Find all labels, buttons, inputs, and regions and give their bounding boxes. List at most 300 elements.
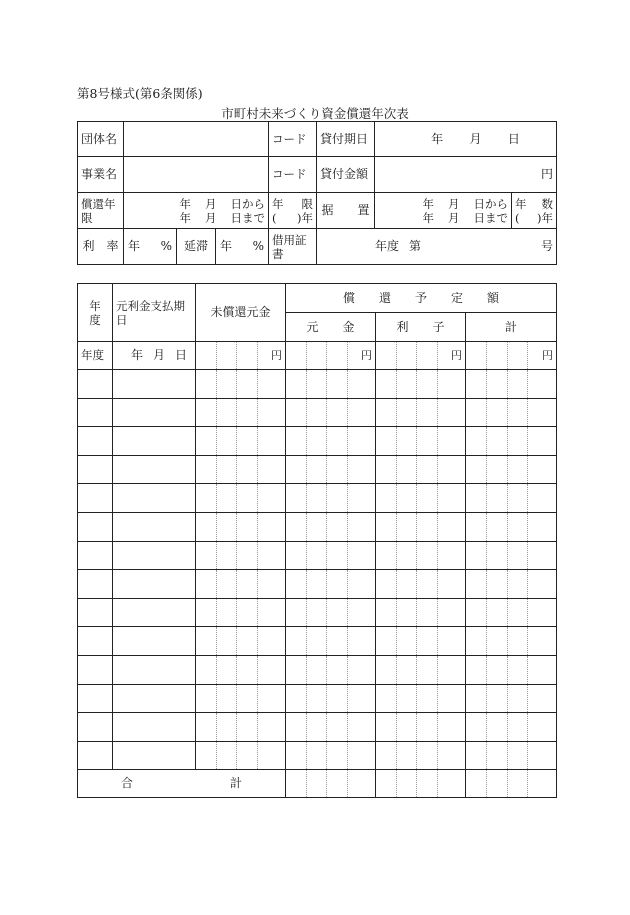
row-kei-field[interactable] <box>466 398 557 427</box>
row-rishi-field[interactable] <box>376 370 466 399</box>
digit-guide-line <box>347 342 348 369</box>
yen-unit-kei: 円 <box>542 349 554 362</box>
kei-amount-field[interactable] <box>466 342 557 370</box>
digit-guide-line <box>507 570 508 598</box>
to-month-unit: 月 <box>205 210 217 225</box>
dantai-field[interactable] <box>124 122 269 157</box>
digit-guide-line <box>326 713 327 741</box>
digit-guide-line <box>416 542 417 570</box>
row-kei-field[interactable] <box>466 627 557 656</box>
row-gankin-field[interactable] <box>286 455 376 484</box>
digit-guide-line <box>486 399 487 427</box>
row-gankin-field[interactable] <box>286 655 376 684</box>
digit-guide-line <box>396 570 397 598</box>
label-jigyo: 事業名 <box>78 157 124 193</box>
digit-guide-line <box>347 542 348 570</box>
digit-guide-line <box>486 770 487 797</box>
row-kei-field[interactable] <box>466 512 557 541</box>
nensu-paren-open: ( <box>515 210 520 225</box>
digit-guide-line <box>257 627 258 655</box>
digit-guide-line <box>527 685 528 713</box>
from-year-unit: 年 <box>179 196 191 211</box>
digit-guide-line <box>326 770 327 797</box>
label-shokan-nengen <box>78 193 124 229</box>
row-date-field[interactable] <box>113 484 196 513</box>
sueoki-from-day-unit: 日から <box>473 196 508 211</box>
row-date-field[interactable] <box>113 713 196 742</box>
row-gankin-field[interactable] <box>286 684 376 713</box>
row-kei-field[interactable] <box>466 655 557 684</box>
digit-guide-line <box>396 599 397 627</box>
rishi-amount-field[interactable] <box>376 342 466 370</box>
nengen-field[interactable] <box>269 193 317 229</box>
riritsu-year-unit: 年 <box>128 239 141 253</box>
digit-guide-line <box>257 456 258 484</box>
table-row <box>78 655 557 684</box>
digit-guide-line <box>347 627 348 655</box>
label-shokan-line1: 償還年 <box>81 196 116 211</box>
entai-year-unit: 年 <box>220 239 233 253</box>
row-nendo-field[interactable] <box>78 398 113 427</box>
digit-guide-line <box>306 456 307 484</box>
header-rishi: 利 子 <box>376 313 466 342</box>
row-misho-field[interactable] <box>196 684 286 713</box>
label-kashitsuke-gaku: 貸付金額 <box>317 157 375 193</box>
digit-guide-line <box>486 456 487 484</box>
riritsu-field[interactable] <box>124 229 177 264</box>
digit-guide-line <box>437 570 438 598</box>
digit-guide-line <box>396 427 397 455</box>
row-nendo-field[interactable] <box>78 370 113 399</box>
row1-day-unit: 日 <box>174 348 187 362</box>
row-misho-field[interactable] <box>196 512 286 541</box>
digit-guide-line <box>416 770 417 797</box>
digit-guide-line <box>326 342 327 369</box>
row-nendo-field[interactable] <box>78 512 113 541</box>
jigyo-field[interactable] <box>124 157 269 193</box>
shakuyo-number-field[interactable] <box>317 229 557 265</box>
digit-guide-line <box>486 599 487 627</box>
row-misho-field[interactable] <box>196 398 286 427</box>
row-misho-field[interactable] <box>196 370 286 399</box>
label-entai: 延滞 <box>177 229 216 264</box>
row-gankin-field[interactable] <box>286 398 376 427</box>
digit-guide-line <box>236 742 237 770</box>
row-date-field[interactable] <box>113 512 196 541</box>
row-misho-field[interactable] <box>196 427 286 456</box>
row-rishi-field[interactable] <box>376 512 466 541</box>
digit-guide-line <box>306 713 307 741</box>
label-code2: コード <box>269 157 317 193</box>
digit-guide-line <box>216 342 217 369</box>
form-number: 第8号様式(第6条関係) <box>77 86 203 101</box>
digit-guide-line <box>216 713 217 741</box>
row1-month-unit: 月 <box>152 348 165 362</box>
digit-guide-line <box>257 427 258 455</box>
sueoki-to-day-unit: 日まで <box>473 210 508 225</box>
row-nendo-field[interactable] <box>78 713 113 742</box>
gankin-amount-field[interactable] <box>286 342 376 370</box>
row-misho-field[interactable] <box>196 741 286 770</box>
digit-guide-line <box>507 427 508 455</box>
digit-guide-line <box>396 542 397 570</box>
digit-guide-line <box>486 542 487 570</box>
digit-guide-line <box>326 599 327 627</box>
digit-guide-line <box>326 570 327 598</box>
digit-guide-line <box>416 599 417 627</box>
digit-guide-line <box>486 627 487 655</box>
row-gankin-field[interactable] <box>286 541 376 570</box>
row-kei-field[interactable] <box>466 598 557 627</box>
row-rishi-field[interactable] <box>376 398 466 427</box>
row-rishi-field[interactable] <box>376 684 466 713</box>
digit-guide-line <box>527 770 528 797</box>
digit-guide-line <box>216 484 217 512</box>
digit-guide-line <box>236 570 237 598</box>
row-rishi-field[interactable] <box>376 598 466 627</box>
digit-guide-line <box>326 456 327 484</box>
table-row <box>78 684 557 713</box>
digit-guide-line <box>306 484 307 512</box>
label-sueoki: 据 置 <box>317 193 375 229</box>
digit-guide-line <box>396 484 397 512</box>
label-kashitsuke-bi: 貸付期日 <box>317 122 375 157</box>
digit-guide-line <box>347 427 348 455</box>
digit-guide-line <box>347 685 348 713</box>
sueoki-from-month-unit: 月 <box>448 196 460 211</box>
sueoki-to-month-unit: 月 <box>448 210 460 225</box>
label-shakuyo-line2: 書 <box>272 246 284 261</box>
row-kei-field[interactable] <box>466 484 557 513</box>
digit-guide-line <box>486 656 487 684</box>
total-label-2: 計 <box>229 776 242 791</box>
digit-guide-line <box>396 342 397 369</box>
header-shiharai-line2: 日 <box>116 312 128 327</box>
kashitsuke-date-field[interactable] <box>375 122 557 157</box>
digit-guide-line <box>326 399 327 427</box>
digit-guide-line <box>306 513 307 541</box>
row-kei-field[interactable] <box>466 570 557 599</box>
dai-unit: 第 <box>409 239 422 253</box>
row-date-field[interactable] <box>113 427 196 456</box>
row-misho-field[interactable] <box>196 627 286 656</box>
label-shakuyo-line1: 借用証 <box>272 232 307 247</box>
digit-guide-line <box>527 742 528 770</box>
digit-guide-line <box>416 656 417 684</box>
digit-guide-line <box>326 484 327 512</box>
row-rishi-field[interactable] <box>376 455 466 484</box>
digit-guide-line <box>507 542 508 570</box>
digit-guide-line <box>416 713 417 741</box>
row-nendo-field[interactable] <box>78 484 113 513</box>
digit-guide-line <box>257 342 258 369</box>
misho-amount-field[interactable] <box>196 342 286 370</box>
row-nendo-field[interactable] <box>78 455 113 484</box>
digit-guide-line <box>306 570 307 598</box>
digit-guide-line <box>416 685 417 713</box>
row-gankin-field[interactable] <box>286 512 376 541</box>
digit-guide-line <box>347 513 348 541</box>
digit-guide-line <box>216 627 217 655</box>
row-date-field[interactable] <box>113 684 196 713</box>
digit-guide-line <box>507 342 508 369</box>
digit-guide-line <box>437 713 438 741</box>
header-nendo-line2: 度 <box>89 312 101 327</box>
digit-guide-line <box>347 742 348 770</box>
digit-guide-line <box>437 427 438 455</box>
row-gankin-field[interactable] <box>286 570 376 599</box>
digit-guide-line <box>257 713 258 741</box>
row-nendo-field[interactable] <box>78 684 113 713</box>
digit-guide-line <box>326 542 327 570</box>
table-row <box>78 427 557 456</box>
row-misho-field[interactable] <box>196 598 286 627</box>
digit-guide-line <box>396 627 397 655</box>
row-rishi-field[interactable] <box>376 713 466 742</box>
header-nendo <box>78 284 113 342</box>
to-day-unit: 日まで <box>230 210 265 225</box>
shokan-period-field[interactable] <box>124 193 269 229</box>
row-kei-field[interactable] <box>466 370 557 399</box>
digit-guide-line <box>306 742 307 770</box>
digit-guide-line <box>326 513 327 541</box>
digit-guide-line <box>507 370 508 398</box>
first-row-date-field[interactable] <box>113 342 196 370</box>
digit-guide-line <box>306 542 307 570</box>
digit-guide-line <box>257 570 258 598</box>
digit-guide-line <box>257 656 258 684</box>
row-date-field[interactable] <box>113 541 196 570</box>
digit-guide-line <box>216 513 217 541</box>
from-month-unit: 月 <box>205 196 217 211</box>
row-nendo-field[interactable] <box>78 541 113 570</box>
nensu-field[interactable] <box>512 193 557 229</box>
digit-guide-line <box>437 513 438 541</box>
row-date-field[interactable] <box>113 398 196 427</box>
from-day-unit: 日から <box>230 196 265 211</box>
kashitsuke-amount-field[interactable] <box>375 157 557 193</box>
row-gankin-field[interactable] <box>286 713 376 742</box>
digit-guide-line <box>396 370 397 398</box>
header-shiharai-line1: 元利金支払期 <box>116 298 185 313</box>
row-date-field[interactable] <box>113 655 196 684</box>
row-date-field[interactable] <box>113 627 196 656</box>
row-nendo-field[interactable] <box>78 598 113 627</box>
digit-guide-line <box>216 742 217 770</box>
digit-guide-line <box>437 542 438 570</box>
digit-guide-line <box>486 427 487 455</box>
total-label-1: 合 <box>121 776 134 791</box>
digit-guide-line <box>437 685 438 713</box>
digit-guide-line <box>306 656 307 684</box>
row1-year-unit: 年 <box>130 348 143 362</box>
row-rishi-field[interactable] <box>376 541 466 570</box>
row-misho-field[interactable] <box>196 713 286 742</box>
date-month-unit: 月 <box>469 131 482 146</box>
loan-info-table <box>77 121 557 265</box>
digit-guide-line <box>437 599 438 627</box>
digit-guide-line <box>306 399 307 427</box>
table-row <box>78 484 557 513</box>
digit-guide-line <box>507 599 508 627</box>
row-rishi-field[interactable] <box>376 570 466 599</box>
row-nendo-field[interactable] <box>78 570 113 599</box>
total-rishi-field[interactable] <box>376 770 466 798</box>
digit-guide-line <box>306 685 307 713</box>
label-shakuyo <box>269 229 317 265</box>
row-gankin-field[interactable] <box>286 370 376 399</box>
to-year-unit: 年 <box>179 210 191 225</box>
row-kei-field[interactable] <box>466 713 557 742</box>
digit-guide-line <box>236 713 237 741</box>
digit-guide-line <box>236 627 237 655</box>
row-rishi-field[interactable] <box>376 484 466 513</box>
row-nendo-field[interactable] <box>78 655 113 684</box>
yen-unit-misho: 円 <box>271 349 282 362</box>
digit-guide-line <box>437 456 438 484</box>
row-rishi-field[interactable] <box>376 427 466 456</box>
first-row <box>78 342 557 370</box>
digit-guide-line <box>236 685 237 713</box>
row-rishi-field[interactable] <box>376 655 466 684</box>
digit-guide-line <box>486 484 487 512</box>
row-kei-field[interactable] <box>466 741 557 770</box>
row-misho-field[interactable] <box>196 541 286 570</box>
row-misho-field[interactable] <box>196 484 286 513</box>
digit-guide-line <box>257 542 258 570</box>
row-gankin-field[interactable] <box>286 627 376 656</box>
digit-guide-line <box>216 599 217 627</box>
digit-guide-line <box>257 599 258 627</box>
digit-guide-line <box>486 570 487 598</box>
digit-guide-line <box>486 370 487 398</box>
total-row <box>78 770 557 798</box>
digit-guide-line <box>236 370 237 398</box>
digit-guide-line <box>416 484 417 512</box>
digit-guide-line <box>396 513 397 541</box>
table-row <box>78 741 557 770</box>
digit-guide-line <box>396 456 397 484</box>
digit-guide-line <box>257 370 258 398</box>
digit-guide-line <box>527 542 528 570</box>
digit-guide-line <box>347 713 348 741</box>
row-gankin-field[interactable] <box>286 484 376 513</box>
row-date-field[interactable] <box>113 370 196 399</box>
row-kei-field[interactable] <box>466 427 557 456</box>
total-gankin-field[interactable] <box>286 770 376 798</box>
row-date-field[interactable] <box>113 598 196 627</box>
nensu-paren-close: )年 <box>537 210 554 225</box>
go-unit: 号 <box>541 239 554 253</box>
label-dantai: 団体名 <box>78 122 124 157</box>
header-kei: 計 <box>466 313 557 342</box>
digit-guide-line <box>257 513 258 541</box>
digit-guide-line <box>507 713 508 741</box>
row-gankin-field[interactable] <box>286 427 376 456</box>
row-gankin-field[interactable] <box>286 598 376 627</box>
digit-guide-line <box>527 599 528 627</box>
row-nendo-field[interactable] <box>78 741 113 770</box>
header-yotei: 償 還 予 定 額 <box>286 284 557 313</box>
table-row <box>78 512 557 541</box>
sueoki-from-year-unit: 年 <box>422 196 434 211</box>
row-date-field[interactable] <box>113 455 196 484</box>
row-rishi-field[interactable] <box>376 627 466 656</box>
yen-unit-gankin: 円 <box>361 349 372 362</box>
digit-guide-line <box>437 342 438 369</box>
digit-guide-line <box>527 484 528 512</box>
digit-guide-line <box>527 627 528 655</box>
digit-guide-line <box>236 342 237 369</box>
digit-guide-line <box>486 713 487 741</box>
digit-guide-line <box>416 570 417 598</box>
row-kei-field[interactable] <box>466 455 557 484</box>
digit-guide-line <box>437 770 438 797</box>
table-row <box>78 570 557 599</box>
row-misho-field[interactable] <box>196 455 286 484</box>
table-row <box>78 713 557 742</box>
digit-guide-line <box>326 656 327 684</box>
nengen-paren-close: )年 <box>297 210 313 225</box>
sueoki-to-year-unit: 年 <box>422 210 434 225</box>
digit-guide-line <box>437 370 438 398</box>
digit-guide-line <box>216 456 217 484</box>
riritsu-entai-cell <box>124 229 269 265</box>
digit-guide-line <box>507 742 508 770</box>
digit-guide-line <box>236 427 237 455</box>
sueoki-period-field[interactable] <box>375 193 512 229</box>
digit-guide-line <box>507 770 508 797</box>
digit-guide-line <box>306 370 307 398</box>
row-kei-field[interactable] <box>466 684 557 713</box>
row-misho-field[interactable] <box>196 655 286 684</box>
page-title: 市町村未来づくり資金償還年次表 <box>221 106 409 121</box>
digit-guide-line <box>396 656 397 684</box>
digit-guide-line <box>527 399 528 427</box>
digit-guide-line <box>347 770 348 797</box>
blank-rows <box>78 370 557 770</box>
row-date-field[interactable] <box>113 741 196 770</box>
row-kei-field[interactable] <box>466 541 557 570</box>
total-kei-field[interactable] <box>466 770 557 798</box>
digit-guide-line <box>257 484 258 512</box>
digit-guide-line <box>396 713 397 741</box>
row-date-field[interactable] <box>113 570 196 599</box>
digit-guide-line <box>416 370 417 398</box>
digit-guide-line <box>527 342 528 369</box>
row-nendo-field[interactable] <box>78 627 113 656</box>
row-misho-field[interactable] <box>196 570 286 599</box>
row-gankin-field[interactable] <box>286 741 376 770</box>
digit-guide-line <box>396 685 397 713</box>
digit-guide-line <box>306 427 307 455</box>
row-rishi-field[interactable] <box>376 741 466 770</box>
row-nendo-field[interactable] <box>78 427 113 456</box>
nensu-label-a: 年 <box>515 196 527 211</box>
digit-guide-line <box>306 627 307 655</box>
digit-guide-line <box>416 742 417 770</box>
digit-guide-line <box>527 570 528 598</box>
table-row <box>78 455 557 484</box>
digit-guide-line <box>527 427 528 455</box>
digit-guide-line <box>347 570 348 598</box>
header-misho: 未償還元金 <box>196 284 286 342</box>
digit-guide-line <box>416 513 417 541</box>
digit-guide-line <box>306 770 307 797</box>
digit-guide-line <box>216 570 217 598</box>
entai-field[interactable] <box>216 229 268 264</box>
digit-guide-line <box>437 484 438 512</box>
